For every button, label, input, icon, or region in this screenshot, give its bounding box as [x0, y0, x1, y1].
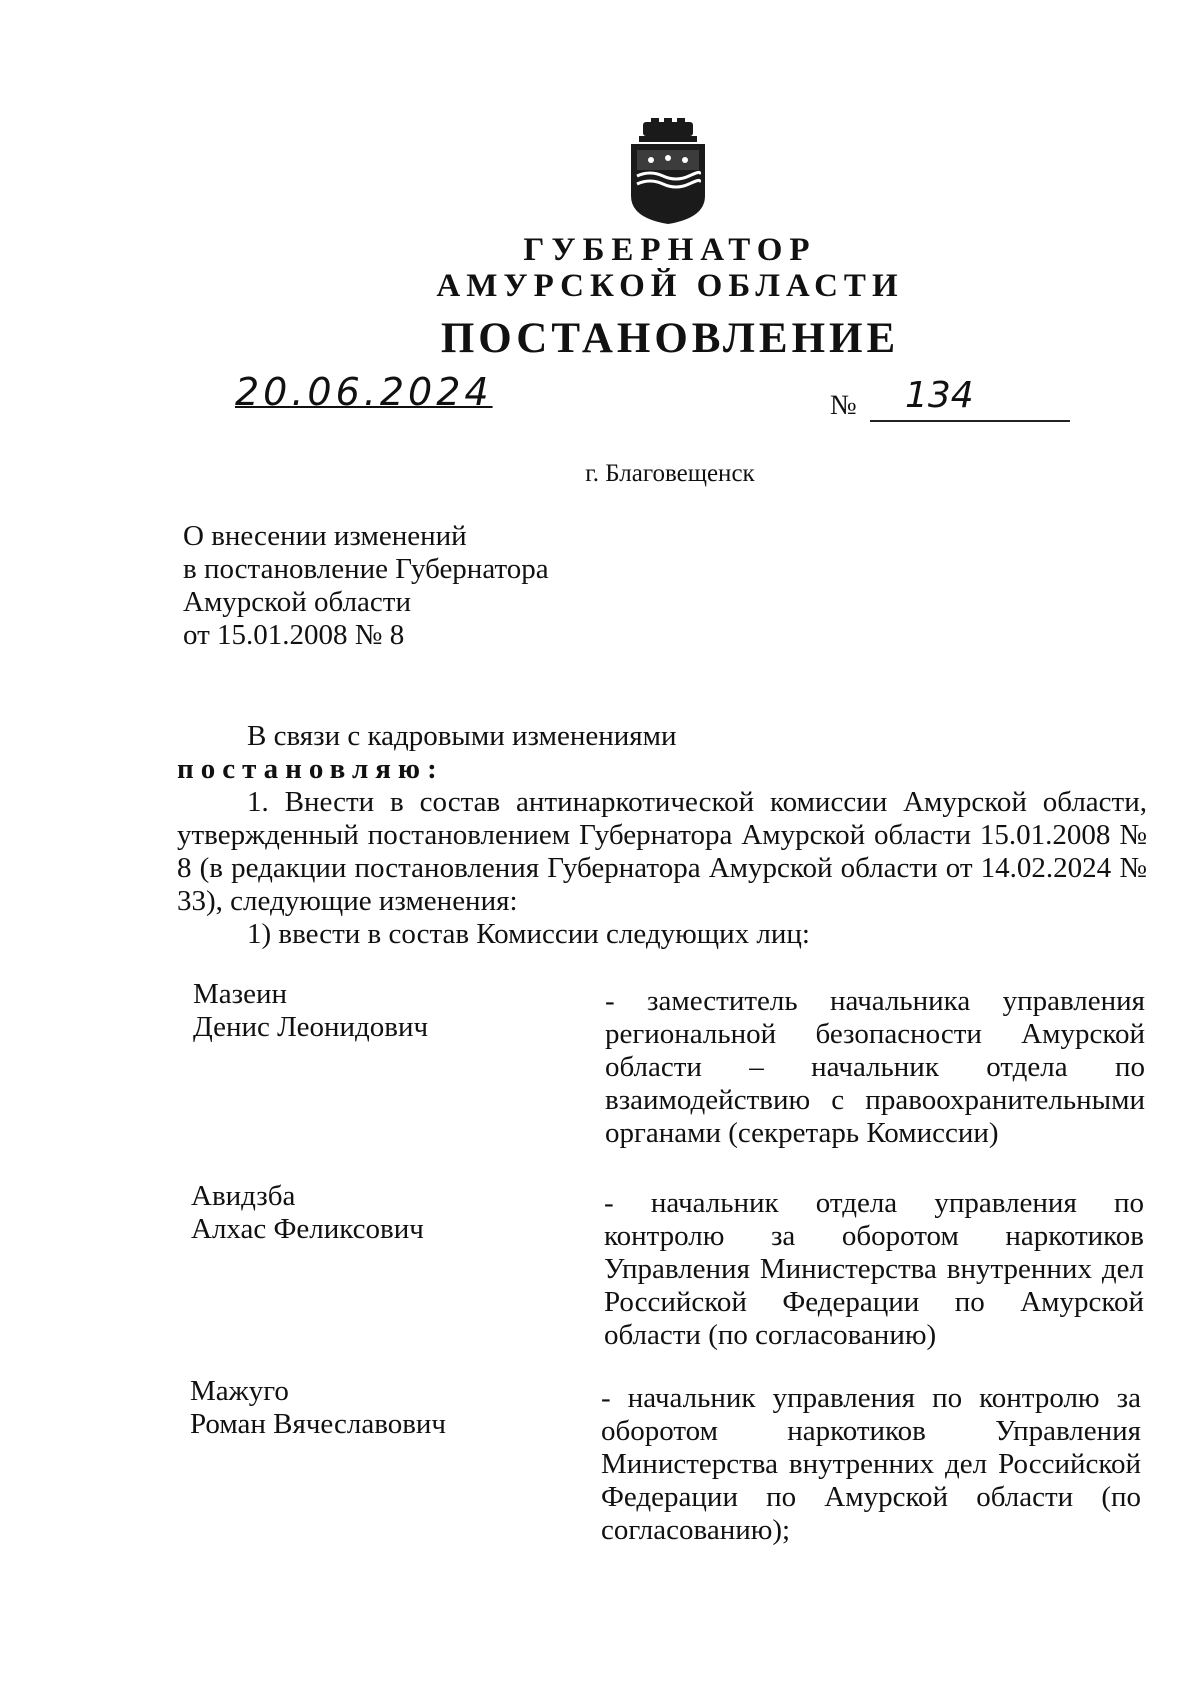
decree-word: постановляю:	[177, 753, 444, 785]
header-governor: ГУБЕРНАТОР	[523, 232, 817, 268]
subject-line: О внесении изменений	[183, 520, 467, 552]
handwritten-number: 134	[905, 375, 974, 416]
subject-line: от 15.01.2008 № 8	[183, 619, 405, 651]
handwritten-date: 20.06.2024	[235, 370, 493, 414]
intro-paragraph: В связи с кадровыми изменениями	[247, 720, 677, 752]
person-name	[190, 1375, 446, 1441]
person-surname: Авидзба	[191, 1180, 296, 1212]
number-underline	[870, 420, 1070, 422]
item-1-paragraph: 1. Внести в состав антинаркотической комиссии Амурской области, утвержденный постановлением Губернатора Амурской области 15.01.2008 № 8 (в редакции постановления Губернатора Амурской области от 14.02.2024 № 33), следующие изменения:	[177, 786, 1147, 917]
person-given-name: Алхас Феликсович	[191, 1213, 424, 1245]
person-given-name: Денис Леонидович	[193, 1011, 429, 1043]
header-region: АМУРСКОЙ ОБЛАСТИ	[436, 268, 904, 304]
person-name	[191, 1180, 424, 1246]
person-name	[193, 978, 428, 1044]
subject-line: Амурской области	[183, 586, 411, 618]
person-given-name: Роман Вячеславович	[190, 1408, 447, 1440]
decree-body	[177, 720, 1147, 951]
subitem-1-paragraph: 1) ввести в состав Комиссии следующих лиц:	[247, 918, 810, 950]
person-role: - заместитель начальника управления региональной безопасности Амурской области – начальник отдела по взаимодействию с правоохранительными органами (секретарь Комиссии)	[605, 985, 1145, 1149]
coat-of-arms-emblem	[625, 118, 711, 226]
city-name: г. Благовещенск	[585, 460, 755, 487]
person-role: - начальник отдела управления по контролю за оборотом наркотиков Управления Министерства внутренних дел Российской Федерации по Амурской области (по согласованию)	[604, 1187, 1144, 1351]
person-role: - начальник управления по контролю за оборотом наркотиков Управления Министерства внутренних дел Российской Федерации по Амурской области (по согласованию);	[601, 1382, 1141, 1546]
subject-line: в постановление Губернатора	[183, 553, 549, 585]
header-decree-title: ПОСТАНОВЛЕНИЕ	[440, 315, 900, 362]
decree-subject	[183, 520, 549, 652]
number-label: №	[830, 390, 857, 421]
person-surname: Мазеин	[193, 978, 288, 1010]
person-surname: Мажуго	[190, 1375, 289, 1407]
